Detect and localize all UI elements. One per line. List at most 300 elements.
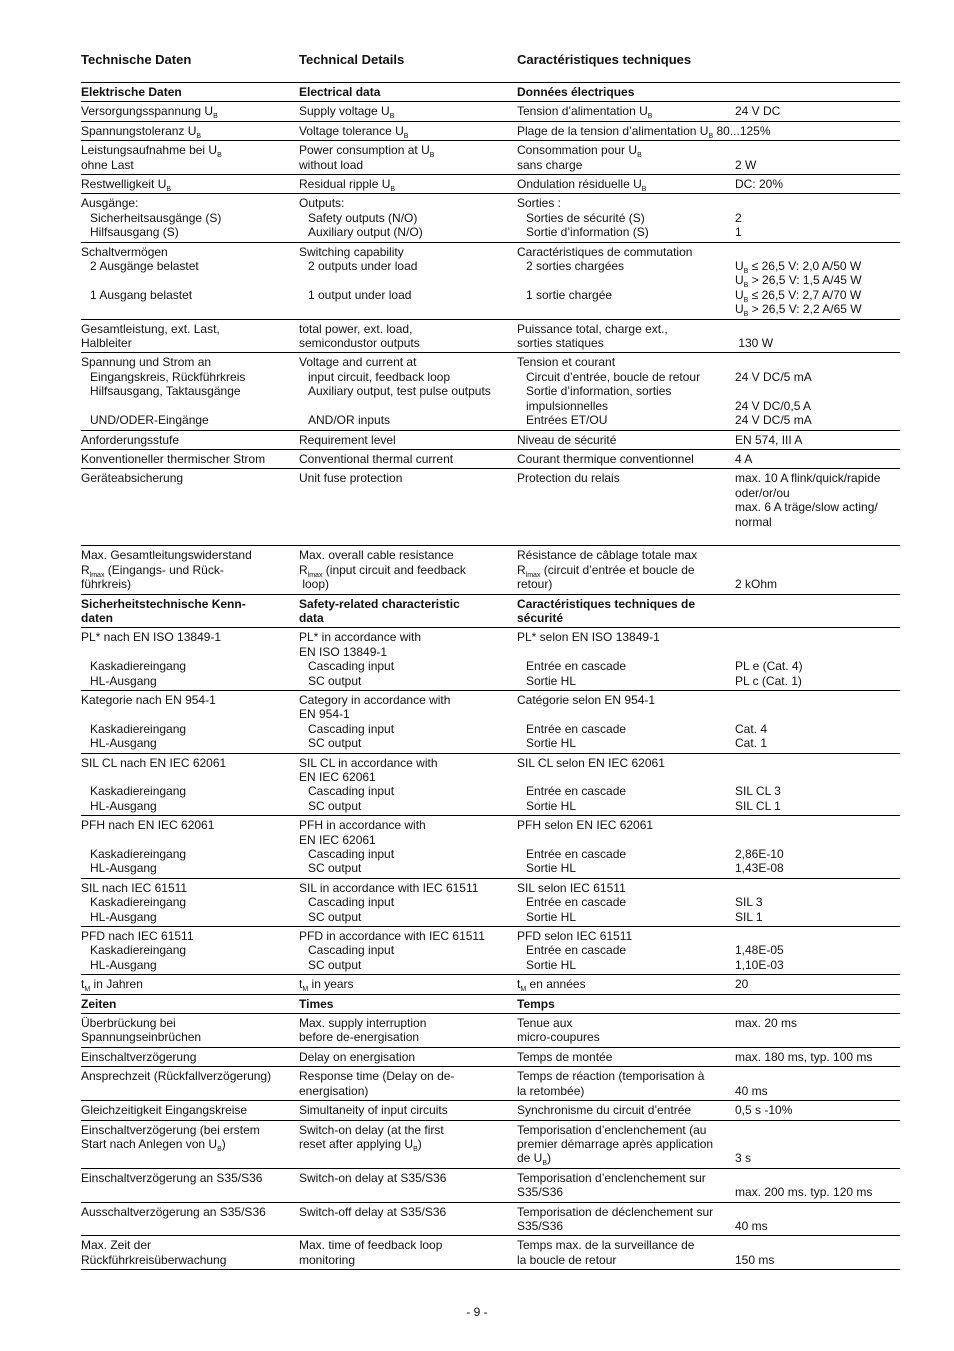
cell-line: PL c (Cat. 1) bbox=[735, 673, 802, 688]
cell-line: sécurité bbox=[517, 610, 564, 625]
cell-line: Sorties : bbox=[517, 196, 562, 211]
cell-line: EN IEC 62061 bbox=[299, 769, 376, 784]
cell-line: Sortie d’information, sorties bbox=[526, 384, 672, 399]
value-cell bbox=[735, 1236, 900, 1270]
english-cell bbox=[299, 469, 517, 546]
cell-line: $U_B \le 26,5$ V: 2,7 A/70 W bbox=[735, 287, 862, 304]
cell-line bbox=[517, 273, 735, 287]
cell-line bbox=[81, 833, 299, 847]
cell-line: PL* in accordance with bbox=[299, 630, 422, 645]
cell-line: Temps max. de la surveillance de bbox=[517, 1238, 695, 1253]
cell-line: max. 200 ms. typ. 120 ms bbox=[735, 1185, 873, 1200]
value-cell bbox=[735, 83, 900, 102]
cell-line: Times bbox=[299, 996, 334, 1011]
table-row bbox=[81, 1101, 900, 1120]
cell-line: Temps bbox=[517, 996, 555, 1011]
english-cell bbox=[299, 628, 517, 691]
german-cell bbox=[81, 242, 299, 319]
cell-line: 1 output under load bbox=[308, 287, 412, 302]
cell-line: Entrée en cascade bbox=[526, 846, 627, 861]
cell-line: $U_B > 26,5$ V: 1,5 A/45 W bbox=[735, 273, 862, 290]
value-cell bbox=[735, 975, 900, 994]
cell-line: SIL CL 1 bbox=[735, 798, 781, 813]
french-cell bbox=[517, 1047, 735, 1066]
cell-line: retour) bbox=[517, 577, 553, 592]
cell-line: Zeiten bbox=[81, 996, 117, 1011]
french-cell bbox=[517, 1202, 735, 1236]
cell-line: max. 10 A flink/quick/rapide bbox=[735, 471, 881, 486]
cell-line: SIL CL selon EN IEC 62061 bbox=[517, 755, 665, 770]
cell-line: Spannungstoleranz $U_B$ bbox=[81, 123, 202, 140]
english-cell bbox=[299, 242, 517, 319]
cell-line: DC: 20% bbox=[735, 177, 784, 192]
cell-line: impulsionnelles bbox=[526, 398, 609, 413]
cell-line: Auxiliary output, test pulse outputs bbox=[308, 384, 491, 399]
french-cell bbox=[517, 927, 735, 975]
german-cell bbox=[81, 141, 299, 175]
french-cell bbox=[517, 242, 735, 319]
french-cell bbox=[517, 83, 735, 102]
cell-line: Sortie d’information (S) bbox=[526, 225, 649, 240]
cell-line: Tenue aux bbox=[517, 1016, 573, 1031]
english-cell bbox=[299, 816, 517, 879]
cell-line: Electrical data bbox=[299, 85, 381, 99]
cell-line: Spannung und Strom an bbox=[81, 355, 212, 370]
english-cell bbox=[299, 1067, 517, 1101]
cell-line: Consommation pour $U_B$ bbox=[517, 143, 642, 160]
table-row bbox=[81, 242, 900, 319]
cell-line: Voltage tolerance $U_B$ bbox=[299, 123, 409, 140]
table-row bbox=[81, 1168, 900, 1202]
table-row bbox=[81, 927, 900, 975]
cell-line: Residual ripple $U_B$ bbox=[299, 177, 396, 194]
german-cell bbox=[81, 927, 299, 975]
column-headers bbox=[81, 52, 900, 82]
english-cell bbox=[299, 594, 517, 628]
english-cell bbox=[299, 1101, 517, 1120]
table-row bbox=[81, 353, 900, 430]
cell-line: $R_{lmax}$ (Eingangs- und Rück- bbox=[81, 562, 224, 579]
cell-line: SIL 3 bbox=[735, 895, 763, 910]
french-cell bbox=[517, 690, 735, 753]
table-row bbox=[81, 1047, 900, 1066]
german-cell bbox=[81, 878, 299, 926]
cell-line: Max. Zeit der bbox=[81, 1238, 152, 1253]
cell-line: PFH in accordance with bbox=[299, 818, 426, 833]
french-cell bbox=[517, 628, 735, 691]
cell-line: Elektrische Daten bbox=[81, 85, 182, 99]
cell-line: oder/or/ou bbox=[735, 485, 790, 500]
cell-line: 2 kOhm bbox=[735, 577, 778, 592]
cell-line: max. 20 ms bbox=[735, 1016, 798, 1031]
cell-line: Sortie HL bbox=[526, 957, 577, 972]
cell-line: Circuit d’entrée, boucle de retour bbox=[526, 369, 701, 384]
cell-line: Max. supply interruption bbox=[299, 1016, 427, 1031]
cell-line: PL* selon EN ISO 13849-1 bbox=[517, 630, 660, 645]
value-cell bbox=[735, 141, 900, 175]
table-row bbox=[81, 690, 900, 753]
cell-line: HL-Ausgang bbox=[90, 909, 157, 924]
value-cell bbox=[735, 753, 900, 816]
cell-line bbox=[517, 302, 735, 316]
cell-line: total power, ext. load, bbox=[299, 321, 413, 336]
cell-line: Supply voltage $U_B$ bbox=[299, 104, 395, 121]
english-cell bbox=[299, 449, 517, 468]
cell-line: EN IEC 62061 bbox=[299, 832, 376, 847]
cell-line: Kaskadiereingang bbox=[90, 659, 187, 674]
cell-line: Ansprechzeit (Rückfallverzögerung) bbox=[81, 1069, 272, 1084]
cell-line: PL e (Cat. 4) bbox=[735, 659, 803, 674]
cell-line: la boucle de retour bbox=[517, 1252, 617, 1267]
cell-line: PL* nach EN ISO 13849-1 bbox=[81, 630, 222, 645]
cell-line: SC output bbox=[308, 736, 362, 751]
cell-line: Sortie HL bbox=[526, 736, 577, 751]
value-cell bbox=[735, 994, 900, 1013]
cell-line: Sortie HL bbox=[526, 673, 577, 688]
english-cell bbox=[299, 753, 517, 816]
cell-line: $U_B \le 26,5$ V: 2,0 A/50 W bbox=[735, 259, 862, 276]
cell-line: monitoring bbox=[299, 1252, 356, 1267]
german-cell bbox=[81, 469, 299, 546]
cell-line: micro-coupures bbox=[517, 1030, 600, 1045]
cell-line: 4 A bbox=[735, 451, 753, 466]
cell-line: Caractéristiques techniques de bbox=[517, 596, 696, 611]
cell-line: without load bbox=[299, 157, 364, 172]
german-cell bbox=[81, 1168, 299, 1202]
cell-line: Einschaltverzögerung an S35/S36 bbox=[81, 1170, 263, 1185]
cell-line: HL-Ausgang bbox=[90, 798, 157, 813]
table-row bbox=[81, 102, 900, 121]
cell-line bbox=[299, 273, 517, 287]
cell-line: Leistungsaufnahme bei $U_B$ bbox=[81, 143, 222, 160]
cell-line: sans charge bbox=[517, 157, 583, 172]
german-cell bbox=[81, 816, 299, 879]
cell-line: Cascading input bbox=[308, 721, 395, 736]
cell-line: 24 V DC/0,5 A bbox=[735, 398, 812, 413]
french-cell bbox=[517, 1014, 735, 1048]
german-cell bbox=[81, 1014, 299, 1048]
cell-line: Konventioneller thermischer Strom bbox=[81, 451, 266, 466]
french-cell bbox=[517, 546, 735, 594]
cell-line: energisation) bbox=[299, 1083, 369, 1098]
value-cell bbox=[735, 546, 900, 594]
cell-line: Restwelligkeit $U_B$ bbox=[81, 177, 172, 194]
cell-line: Switch-on delay (at the first bbox=[299, 1122, 444, 1137]
cell-line: SC output bbox=[308, 861, 362, 876]
cell-line: Cascading input bbox=[308, 659, 395, 674]
cell-line: SC output bbox=[308, 798, 362, 813]
cell-line bbox=[81, 515, 299, 529]
german-cell bbox=[81, 994, 299, 1013]
cell-line: 2 bbox=[735, 210, 742, 225]
cell-line: loop) bbox=[299, 577, 330, 592]
cell-line bbox=[81, 1084, 299, 1098]
cell-line: SIL CL in accordance with bbox=[299, 755, 438, 770]
cell-line: 1 Ausgang belastet bbox=[90, 287, 193, 302]
value-cell bbox=[735, 102, 900, 121]
value-cell bbox=[735, 1202, 900, 1236]
french-cell bbox=[517, 1120, 735, 1168]
cell-line: SIL in accordance with IEC 61511 bbox=[299, 880, 479, 895]
cell-line: Temporisation d’enclenchement (au bbox=[517, 1122, 707, 1137]
french-cell bbox=[517, 353, 735, 430]
cell-line: S35/S36 bbox=[517, 1218, 564, 1233]
french-cell bbox=[517, 319, 735, 353]
cell-line: PFD nach IEC 61511 bbox=[81, 929, 194, 944]
cell-line: Schaltvermögen bbox=[81, 244, 168, 259]
value-cell bbox=[735, 242, 900, 319]
cell-line: Kaskadiereingang bbox=[90, 721, 187, 736]
cell-line bbox=[299, 399, 517, 413]
cell-line: 3 s bbox=[735, 1151, 752, 1166]
cell-line: 40 ms bbox=[735, 1083, 768, 1098]
cell-line: S35/S36 bbox=[517, 1185, 564, 1200]
cell-line bbox=[735, 611, 900, 625]
value-cell bbox=[735, 628, 900, 691]
english-cell bbox=[299, 1047, 517, 1066]
english-cell bbox=[299, 1202, 517, 1236]
cell-line bbox=[81, 645, 299, 659]
cell-line: Kaskadiereingang bbox=[90, 846, 187, 861]
value-cell bbox=[735, 449, 900, 468]
cell-line: 2 sorties chargées bbox=[526, 259, 625, 274]
table-row bbox=[81, 449, 900, 468]
cell-line bbox=[81, 302, 299, 316]
cell-line: 1,43E-08 bbox=[735, 861, 784, 876]
cell-line: Ausgänge: bbox=[81, 196, 139, 211]
cell-line: Tension d’alimentation $U_B$ bbox=[517, 104, 653, 121]
cell-line: de $U_B$) bbox=[517, 1151, 552, 1168]
cell-line: Anforderungsstufe bbox=[81, 432, 180, 447]
cell-line: input circuit, feedback loop bbox=[308, 369, 451, 384]
german-cell bbox=[81, 83, 299, 102]
cell-line: $R_{lmax}$ (input circuit and feedback bbox=[299, 562, 466, 579]
french-cell bbox=[517, 1168, 735, 1202]
table-row bbox=[81, 878, 900, 926]
cell-line: Hilfsausgang, Taktausgänge bbox=[90, 384, 241, 399]
cell-line: Temporisation d’enclenchement sur bbox=[517, 1170, 706, 1185]
cell-line: 1,10E-03 bbox=[735, 957, 784, 972]
cell-line: Max. Gesamtleitungswiderstand bbox=[81, 548, 252, 563]
english-cell bbox=[299, 1014, 517, 1048]
french-cell bbox=[517, 121, 771, 140]
cell-line: Sicherheitstechnische Kenn- bbox=[81, 596, 246, 611]
english-cell bbox=[299, 994, 517, 1013]
cell-line: reset after applying $U_B$) bbox=[299, 1136, 422, 1153]
cell-line: EN ISO 13849-1 bbox=[299, 644, 388, 659]
english-cell bbox=[299, 102, 517, 121]
section-header-row bbox=[81, 83, 900, 102]
value-cell bbox=[735, 175, 900, 194]
cell-line: $t_M$ en années bbox=[517, 977, 586, 994]
value-cell bbox=[735, 469, 900, 546]
french-cell bbox=[517, 878, 735, 926]
table-row bbox=[81, 430, 900, 449]
cell-line: Start nach Anlegen von $U_B$) bbox=[81, 1136, 226, 1153]
cell-line: 20 bbox=[735, 977, 749, 992]
cell-line bbox=[81, 770, 299, 784]
cell-line: SIL CL 3 bbox=[735, 784, 781, 799]
cell-line: Einschaltverzögerung (bei erstem bbox=[81, 1122, 260, 1137]
cell-line: Category in accordance with bbox=[299, 692, 451, 707]
french-cell bbox=[517, 430, 735, 449]
cell-line: Safety-related characteristic bbox=[299, 596, 460, 611]
cell-line: Sortie HL bbox=[526, 798, 577, 813]
german-cell bbox=[81, 1101, 299, 1120]
value-cell bbox=[735, 878, 900, 926]
cell-line: EN 954-1 bbox=[299, 707, 350, 722]
cell-line: Sortie HL bbox=[526, 909, 577, 924]
german-cell bbox=[81, 353, 299, 430]
cell-line: Temps de montée bbox=[517, 1049, 613, 1064]
cell-line: daten bbox=[81, 610, 114, 625]
english-cell bbox=[299, 1168, 517, 1202]
cell-line bbox=[299, 302, 517, 316]
cell-line: Halbleiter bbox=[81, 336, 132, 351]
cell-line: Protection du relais bbox=[517, 471, 620, 486]
cell-line: Switching capability bbox=[299, 244, 404, 259]
cell-line: Plage de la tension d’alimentation $U_B$ 80...125% bbox=[517, 123, 771, 140]
cell-line: Kategorie nach EN 954-1 bbox=[81, 692, 216, 707]
german-cell bbox=[81, 175, 299, 194]
table-row bbox=[81, 1120, 900, 1168]
cell-line: 150 ms bbox=[735, 1252, 775, 1267]
cell-line: Sicherheitsausgänge (S) bbox=[90, 210, 222, 225]
english-cell bbox=[299, 121, 517, 140]
cell-line: HL-Ausgang bbox=[90, 736, 157, 751]
section-header-row bbox=[81, 594, 900, 628]
german-cell bbox=[81, 1202, 299, 1236]
cell-line bbox=[735, 384, 900, 398]
technical-data-body bbox=[81, 83, 900, 1270]
cell-line: Switch-off delay at S35/S36 bbox=[299, 1204, 447, 1219]
cell-line: SC output bbox=[308, 673, 362, 688]
value-cell bbox=[735, 816, 900, 879]
french-cell bbox=[517, 994, 735, 1013]
cell-line bbox=[81, 1219, 299, 1233]
value-cell bbox=[735, 1014, 900, 1048]
value-cell bbox=[735, 319, 900, 353]
cell-line: Voltage and current at bbox=[299, 355, 417, 370]
cell-line: Résistance de câblage totale max bbox=[517, 548, 698, 563]
german-cell bbox=[81, 102, 299, 121]
table-row bbox=[81, 1067, 900, 1101]
cell-line: Cascading input bbox=[308, 895, 395, 910]
cell-line: HL-Ausgang bbox=[90, 673, 157, 688]
cell-line: PFD selon IEC 61511 bbox=[517, 929, 633, 944]
cell-line: Max. time of feedback loop bbox=[299, 1238, 443, 1253]
value-cell bbox=[735, 1067, 900, 1101]
cell-line: sorties statiques bbox=[517, 336, 604, 351]
english-cell bbox=[299, 430, 517, 449]
cell-line: Unit fuse protection bbox=[299, 471, 403, 486]
value-cell bbox=[735, 1047, 900, 1066]
cell-line: premier démarrage après application bbox=[517, 1136, 714, 1151]
english-cell bbox=[299, 353, 517, 430]
cell-line bbox=[81, 500, 299, 514]
german-cell bbox=[81, 628, 299, 691]
cell-line bbox=[81, 1185, 299, 1199]
german-cell bbox=[81, 1120, 299, 1168]
table-row bbox=[81, 319, 900, 353]
cell-line: $R_{lmax}$ (circuit d’entrée et boucle de bbox=[517, 562, 695, 579]
table-row bbox=[81, 175, 900, 194]
cell-line: Cat. 1 bbox=[735, 736, 768, 751]
german-cell bbox=[81, 449, 299, 468]
english-cell bbox=[299, 927, 517, 975]
page-number: - 9 - bbox=[466, 1305, 488, 1319]
cell-line bbox=[517, 770, 735, 784]
cell-line: Ondulation résiduelle $U_B$ bbox=[517, 177, 647, 194]
cell-line bbox=[81, 273, 299, 287]
table-row bbox=[81, 469, 900, 546]
cell-line: 1,48E-05 bbox=[735, 943, 784, 958]
french-cell bbox=[517, 141, 735, 175]
cell-line: ohne Last bbox=[81, 157, 134, 172]
german-cell bbox=[81, 753, 299, 816]
french-cell bbox=[517, 449, 735, 468]
cell-line: Cat. 4 bbox=[735, 721, 768, 736]
cell-line: Safety outputs (N/O) bbox=[308, 210, 418, 225]
cell-line: Entrée en cascade bbox=[526, 784, 627, 799]
cell-line: $t_M$ in years bbox=[299, 977, 354, 994]
french-cell bbox=[517, 975, 735, 994]
table-row bbox=[81, 975, 900, 994]
cell-line: EN 574, III A bbox=[735, 432, 803, 447]
table-row bbox=[81, 546, 900, 594]
value-cell bbox=[735, 927, 900, 975]
cell-line: Hilfsausgang (S) bbox=[90, 225, 179, 240]
cell-line: führkreis) bbox=[81, 577, 132, 592]
cell-line: PFH nach EN IEC 62061 bbox=[81, 818, 215, 833]
english-cell bbox=[299, 319, 517, 353]
table-row bbox=[81, 816, 900, 879]
english-cell bbox=[299, 878, 517, 926]
value-cell bbox=[735, 1101, 900, 1120]
german-cell bbox=[81, 319, 299, 353]
german-cell bbox=[81, 594, 299, 628]
cell-line: Simultaneity of input circuits bbox=[299, 1103, 448, 1118]
cell-line: Sorties de sécurité (S) bbox=[526, 210, 645, 225]
cell-line: Versorgungsspannung $U_B$ bbox=[81, 104, 218, 121]
german-cell bbox=[81, 975, 299, 994]
cell-line: Switch-on delay at S35/S36 bbox=[299, 1170, 447, 1185]
header-french: Caractéristiques techniques bbox=[517, 52, 692, 67]
cell-line: Geräteabsicherung bbox=[81, 471, 184, 486]
french-cell bbox=[517, 1101, 735, 1120]
cell-line: $t_M$ in Jahren bbox=[81, 977, 143, 994]
cell-line: 24 V DC bbox=[735, 104, 781, 119]
cell-line: Rückführkreisüberwachung bbox=[81, 1252, 227, 1267]
cell-line: Delay on energisation bbox=[299, 1049, 416, 1064]
technical-data-table bbox=[81, 82, 900, 1270]
cell-line: Entrée en cascade bbox=[526, 721, 627, 736]
cell-line: UND/ODER-Eingänge bbox=[90, 413, 209, 428]
cell-line: $U_B > 26,5$ V: 2,2 A/65 W bbox=[735, 302, 862, 319]
header-english: Technical Details bbox=[299, 52, 405, 67]
cell-line: max. 6 A träge/slow acting/ bbox=[735, 500, 878, 515]
cell-line bbox=[81, 486, 299, 500]
cell-line: semicondustor outputs bbox=[299, 336, 420, 351]
cell-line: Cascading input bbox=[308, 784, 395, 799]
cell-line: Überbrückung bei bbox=[81, 1016, 176, 1031]
cell-line bbox=[81, 399, 299, 413]
cell-line bbox=[735, 85, 900, 99]
cell-line: Entrée en cascade bbox=[526, 659, 627, 674]
cell-line: Courant thermique conventionnel bbox=[517, 451, 694, 466]
cell-line: before de-energisation bbox=[299, 1030, 420, 1045]
value-cell bbox=[735, 690, 900, 753]
